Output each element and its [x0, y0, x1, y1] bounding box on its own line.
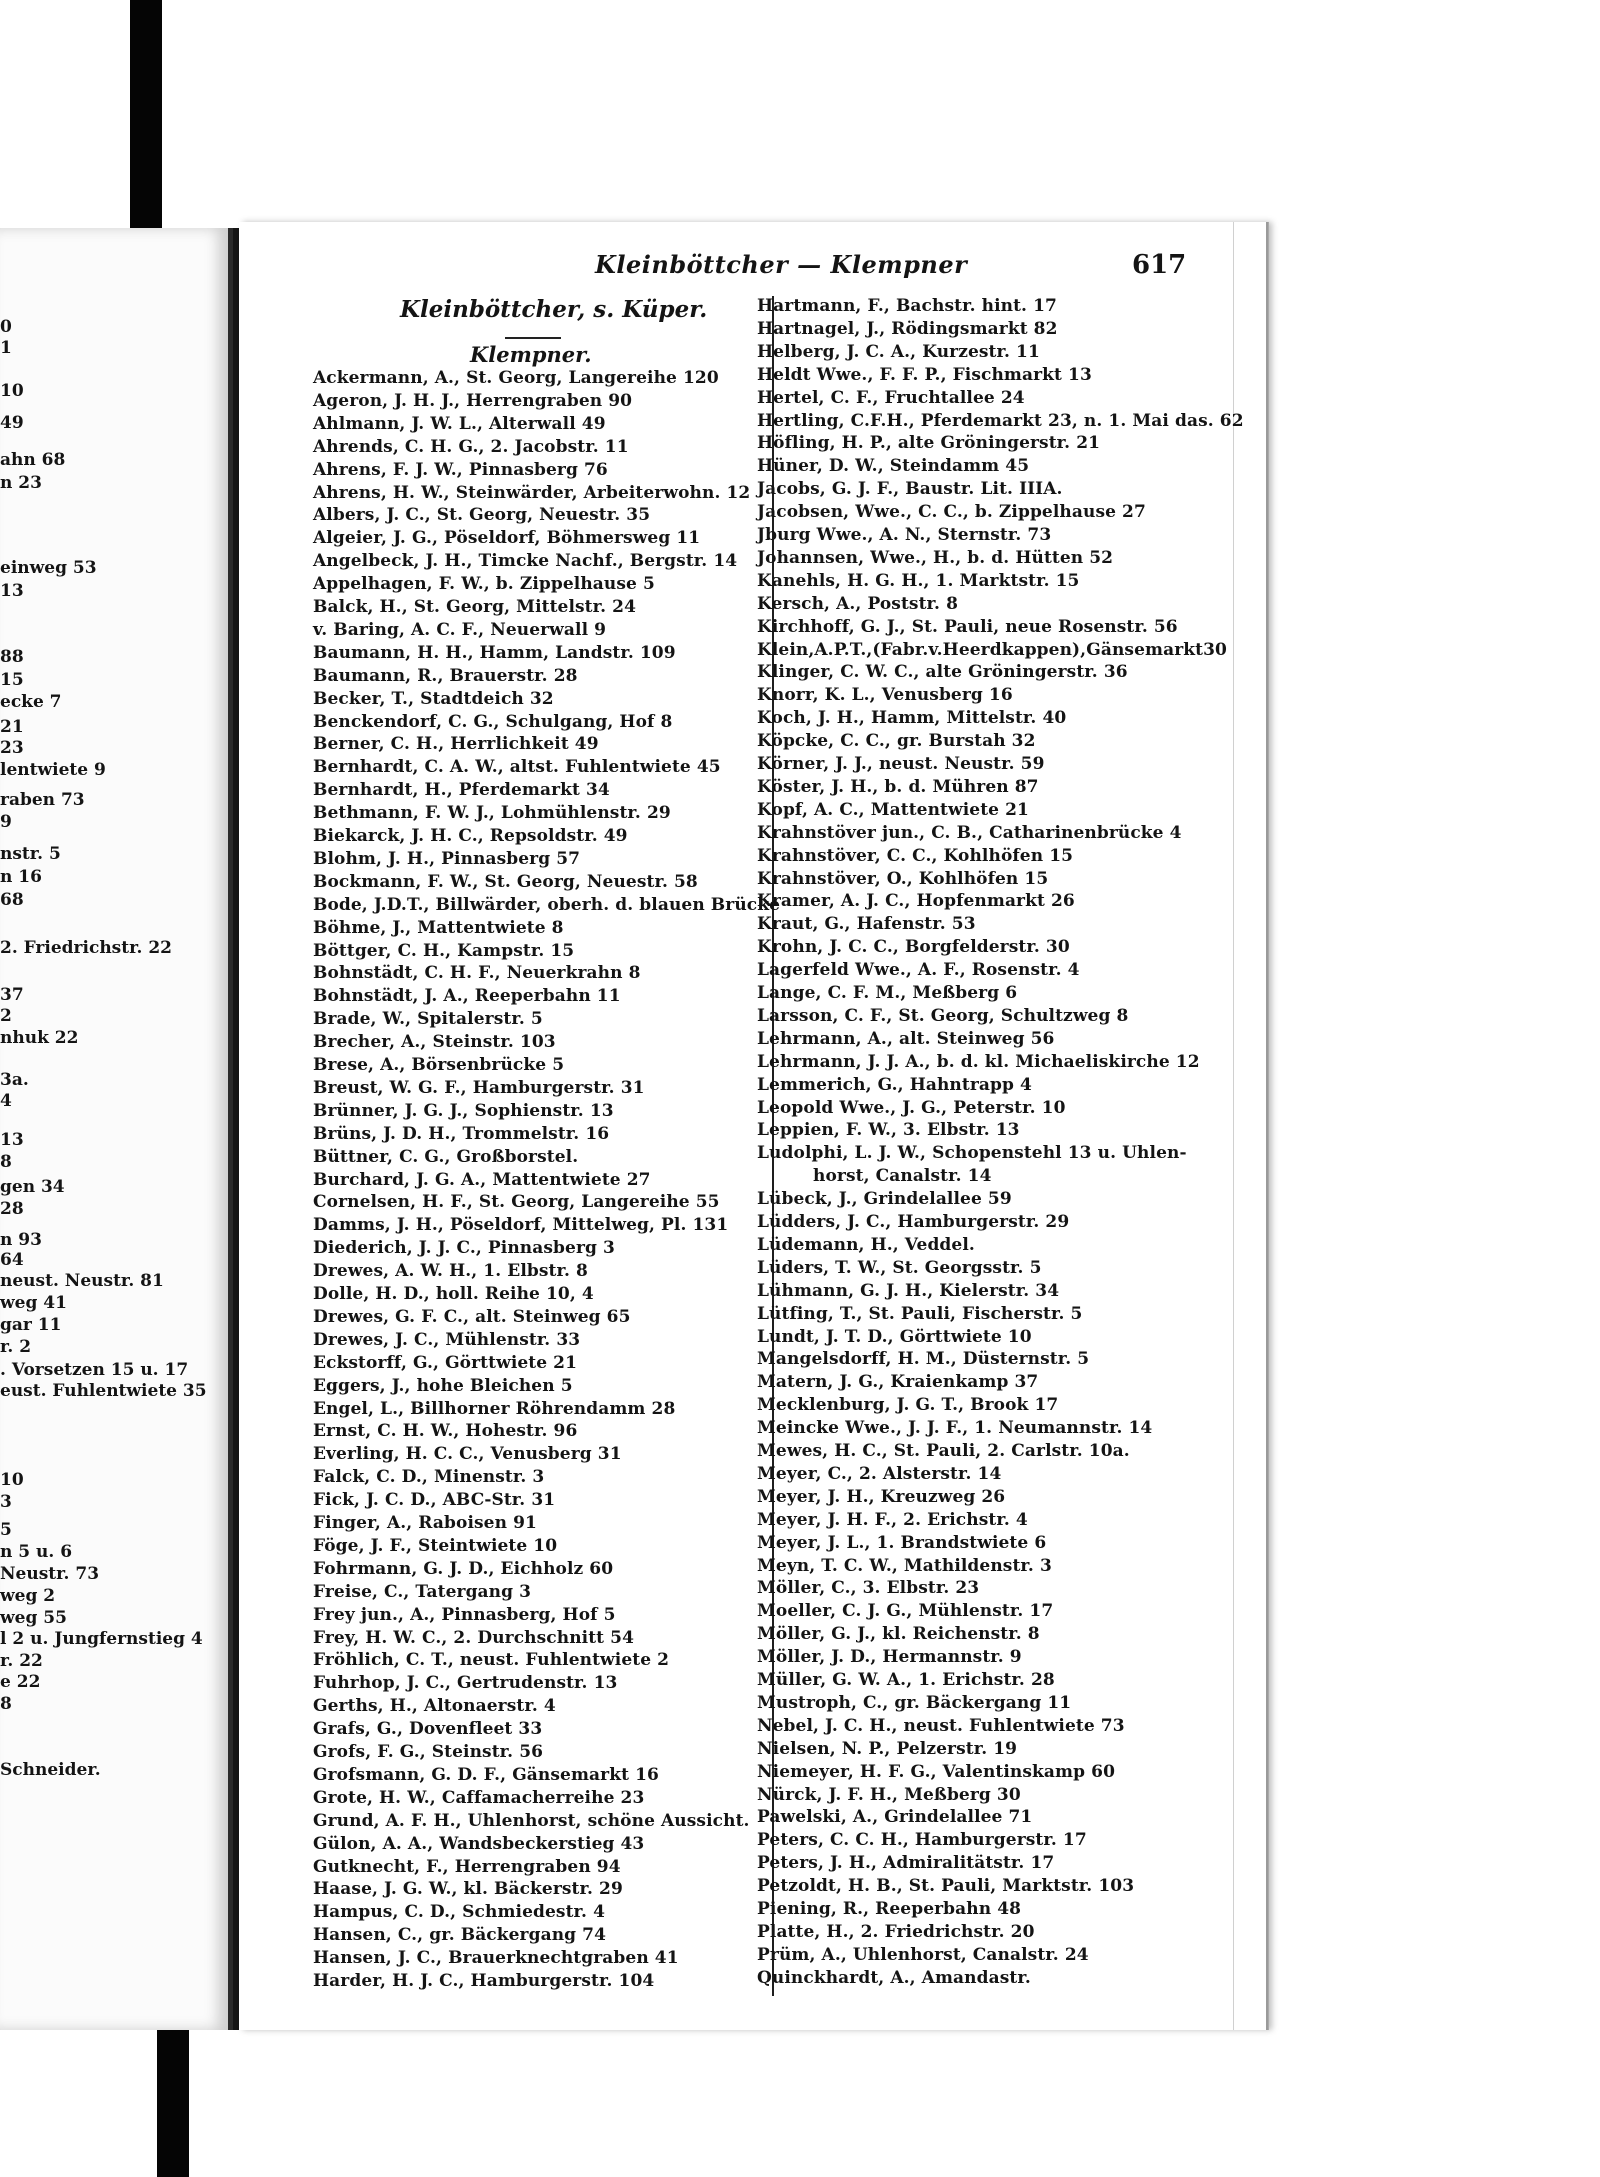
- directory-entry: Hertling, C.F.H., Pferdemarkt 23, n. 1. Mai das. 62: [757, 410, 1244, 431]
- directory-entry: Helberg, J. C. A., Kurzestr. 11: [757, 341, 1040, 362]
- directory-entry: Lundt, J. T. D., Görttwiete 10: [757, 1326, 1032, 1347]
- directory-entry: Dolle, H. D., holl. Reihe 10, 4: [313, 1284, 594, 1304]
- directory-entry: Frey jun., A., Pinnasberg, Hof 5: [313, 1604, 616, 1625]
- previous-page-line: n 93: [0, 1230, 42, 1250]
- section-cross-reference: Kleinböttcher, s. Küper.: [400, 296, 708, 323]
- previous-page-line: . Vorsetzen 15 u. 17: [0, 1360, 189, 1380]
- previous-page-line: ecke 7: [0, 692, 62, 712]
- directory-entry: Kramer, A. J. C., Hopfenmarkt 26: [757, 891, 1075, 912]
- previous-page-line: 8: [0, 1694, 12, 1714]
- directory-entry: Kersch, A., Poststr. 8: [757, 593, 959, 614]
- previous-page-line: 8: [0, 1152, 12, 1172]
- directory-entry: Drewes, G. F. C., alt. Steinweg 65: [313, 1306, 631, 1327]
- directory-entry: Mecklenburg, J. G. T., Brook 17: [757, 1395, 1059, 1416]
- directory-entry: Leppien, F. W., 3. Elbstr. 13: [757, 1120, 1020, 1141]
- page-edge: [1233, 222, 1269, 2030]
- directory-entry: Hansen, C., gr. Bäckergang 74: [313, 1925, 607, 1946]
- directory-entry: Klein,A.P.T.,(Fabr.v.Heerdkappen),Gänsemarkt30: [757, 639, 1227, 660]
- directory-entry: Ahrens, H. W., Steinwärder, Arbeiterwohn. 12: [313, 482, 751, 503]
- directory-entry: Mangelsdorff, H. M., Düsternstr. 5: [757, 1349, 1090, 1370]
- previous-page-line: 88: [0, 647, 24, 667]
- directory-entry: Ernst, C. H. W., Hohestr. 96: [313, 1421, 578, 1442]
- previous-page-line: e 22: [0, 1672, 41, 1692]
- previous-page-line: raben 73: [0, 790, 85, 810]
- directory-entry: Angelbeck, J. H., Timcke Nachf., Bergstr. 14: [313, 551, 738, 572]
- directory-entry: Möller, C., 3. Elbstr. 23: [757, 1578, 980, 1599]
- previous-page-line: weg 55: [0, 1608, 67, 1628]
- section-heading: Klempner.: [470, 342, 592, 367]
- directory-entry: Eckstorff, G., Görttwiete 21: [313, 1352, 578, 1373]
- previous-page-line: 13: [0, 1130, 24, 1150]
- directory-entry: Meyer, J. L., 1. Brandstwiete 6: [757, 1532, 1047, 1553]
- previous-page-line: 4: [0, 1091, 12, 1111]
- directory-entry: Lehrmann, J. J. A., b. d. kl. Michaeliskirche 12: [757, 1051, 1200, 1072]
- directory-entry: Brünner, J. G. J., Sophienstr. 13: [313, 1100, 614, 1121]
- directory-entry: Diederich, J. J. C., Pinnasberg 3: [313, 1238, 615, 1259]
- previous-page-line: 23: [0, 738, 24, 758]
- previous-page-line: 2. Friedrichstr. 22: [0, 938, 172, 958]
- directory-entry: Lühmann, G. J. H., Kielerstr. 34: [757, 1280, 1060, 1301]
- directory-entry: Hampus, C. D., Schmiedestr. 4: [313, 1902, 606, 1923]
- directory-entry: Grafs, G., Dovenfleet 33: [313, 1719, 543, 1740]
- directory-entry: Lemmerich, G., Hahntrapp 4: [757, 1074, 1032, 1095]
- directory-entry: Krahnstöver, O., Kohlhöfen 15: [757, 868, 1049, 889]
- directory-entry: Harder, H. J. C., Hamburgerstr. 104: [313, 1971, 655, 1991]
- previous-page-line: n 16: [0, 867, 42, 887]
- directory-entry: Drewes, A. W. H., 1. Elbstr. 8: [313, 1261, 588, 1282]
- previous-page-line: 49: [0, 413, 24, 433]
- directory-entry: Larsson, C. F., St. Georg, Schultzweg 8: [757, 1005, 1129, 1026]
- previous-page-line: lentwiete 9: [0, 760, 106, 780]
- directory-entry: Benckendorf, C. G., Schulgang, Hof 8: [313, 711, 673, 732]
- directory-entry: Jacobsen, Wwe., C. C., b. Zippelhause 27: [757, 502, 1146, 523]
- directory-entry: Jburg Wwe., A. N., Sternstr. 73: [757, 525, 1052, 545]
- previous-page-line: gen 34: [0, 1177, 65, 1197]
- directory-entry: Brese, A., Börsenbrücke 5: [313, 1055, 565, 1075]
- directory-entry: Ahrens, F. J. W., Pinnasberg 76: [313, 459, 608, 480]
- directory-entry: Gerths, H., Altonaerstr. 4: [313, 1696, 556, 1717]
- directory-entry: Grund, A. F. H., Uhlenhorst, schöne Aussicht.: [313, 1810, 750, 1831]
- previous-page-line: ahn 68: [0, 450, 66, 470]
- previous-page-line: 2: [0, 1006, 12, 1026]
- previous-page-line: n 5 u. 6: [0, 1542, 73, 1562]
- directory-entry: Krahnstöver jun., C. B., Catharinenbrücke 4: [757, 822, 1182, 843]
- directory-entry: Bockmann, F. W., St. Georg, Neuestr. 58: [313, 871, 698, 892]
- directory-entry: Albers, J. C., St. Georg, Neuestr. 35: [313, 505, 651, 526]
- previous-page-line: 10: [0, 1470, 24, 1490]
- directory-entry: Engel, L., Billhorner Röhrendamm 28: [313, 1398, 676, 1419]
- directory-entry: Leopold Wwe., J. G., Peterstr. 10: [757, 1097, 1066, 1118]
- previous-page-line: 37: [0, 985, 24, 1005]
- directory-entry: Meyer, J. H., Kreuzweg 26: [757, 1486, 1006, 1507]
- previous-page-line: 5: [0, 1520, 12, 1540]
- directory-entry: Hüner, D. W., Steindamm 45: [757, 456, 1030, 477]
- directory-entry: Biekarck, J. H. C., Repsoldstr. 49: [313, 826, 628, 846]
- previous-page-line: nstr. 5: [0, 844, 61, 864]
- directory-entry: Balck, H., St. Georg, Mittelstr. 24: [313, 597, 637, 617]
- previous-page-line: eust. Fuhlentwiete 35: [0, 1381, 207, 1401]
- directory-entry: Cornelsen, H. F., St. Georg, Langereihe 55: [313, 1192, 720, 1213]
- directory-entry: Ahlmann, J. W. L., Alterwall 49: [313, 413, 606, 434]
- directory-entry: Meyn, T. C. W., Mathildenstr. 3: [757, 1555, 1052, 1576]
- directory-entry: Lange, C. F. M., Meßberg 6: [757, 983, 1018, 1003]
- previous-page-line: 10: [0, 381, 24, 401]
- directory-entry: Möller, G. J., kl. Reichenstr. 8: [757, 1624, 1040, 1645]
- directory-entry: Kopf, A. C., Mattentwiete 21: [757, 799, 1029, 820]
- directory-entry: Böttger, C. H., Kampstr. 15: [313, 940, 575, 961]
- directory-entry: Johannsen, Wwe., H., b. d. Hütten 52: [757, 547, 1114, 568]
- previous-page-line: Schneider.: [0, 1760, 101, 1780]
- previous-page-line: 15: [0, 670, 24, 690]
- directory-entry: Fohrmann, G. J. D., Eichholz 60: [313, 1558, 614, 1579]
- directory-entry: Köpcke, C. C., gr. Burstah 32: [757, 731, 1036, 752]
- directory-entry: Bernhardt, H., Pferdemarkt 34: [313, 780, 610, 801]
- directory-entry: Knorr, K. L., Venusberg 16: [757, 685, 1013, 706]
- directory-entry: Klinger, C. W. C., alte Gröningerstr. 36: [757, 662, 1128, 683]
- directory-entry: Gutknecht, F., Herrengraben 94: [313, 1856, 621, 1877]
- directory-entry: Krohn, J. C. C., Borgfelderstr. 30: [757, 937, 1070, 958]
- directory-entry: Körner, J. J., neust. Neustr. 59: [757, 754, 1045, 774]
- previous-page-line: 3: [0, 1492, 12, 1512]
- directory-entry: Platte, H., 2. Friedrichstr. 20: [757, 1921, 1035, 1942]
- directory-entry: Appelhagen, F. W., b. Zippelhause 5: [313, 574, 655, 595]
- directory-entry: Mewes, H. C., St. Pauli, 2. Carlstr. 10a.: [757, 1441, 1130, 1461]
- directory-entry: Drewes, J. C., Mühlenstr. 33: [313, 1329, 581, 1350]
- directory-entry: Breust, W. G. F., Hamburgerstr. 31: [313, 1077, 645, 1098]
- directory-entry: Köster, J. H., b. d. Mühren 87: [757, 776, 1039, 797]
- directory-entry: Lüders, T. W., St. Georgsstr. 5: [757, 1257, 1042, 1278]
- previous-page-line: r. 22: [0, 1651, 43, 1671]
- directory-entry: Büttner, C. G., Großborstel.: [313, 1146, 579, 1167]
- previous-page-fragment: [0, 228, 233, 2030]
- directory-entry: Bernhardt, C. A. W., altst. Fuhlentwiete 45: [313, 757, 721, 778]
- directory-entry: Nielsen, N. P., Pelzerstr. 19: [757, 1738, 1018, 1759]
- directory-entry: Lehrmann, A., alt. Steinweg 56: [757, 1028, 1055, 1049]
- directory-entry: Meyer, C., 2. Alsterstr. 14: [757, 1463, 1002, 1484]
- scan-rail-bottom: [157, 2010, 189, 2177]
- directory-entry: Meyer, J. H. F., 2. Erichstr. 4: [757, 1509, 1028, 1530]
- directory-entry: Grote, H. W., Caffamacherreihe 23: [313, 1787, 645, 1808]
- directory-entry: Grofsmann, G. D. F., Gänsemarkt 16: [313, 1764, 659, 1785]
- directory-entry: Pawelski, A., Grindelallee 71: [757, 1807, 1033, 1828]
- scan-rail-top: [130, 0, 162, 240]
- directory-entry: Ludolphi, L. J. W., Schopenstehl 13 u. Uhlen-: [757, 1143, 1187, 1164]
- directory-entry: Matern, J. G., Kraienkamp 37: [757, 1372, 1039, 1393]
- directory-entry: Brecher, A., Steinstr. 103: [313, 1032, 556, 1053]
- directory-entry: Grofs, F. G., Steinstr. 56: [313, 1742, 544, 1762]
- directory-entry: Bohnstädt, C. H. F., Neuerkrahn 8: [313, 963, 641, 984]
- directory-entry: Moeller, C. J. G., Mühlenstr. 17: [757, 1601, 1054, 1622]
- previous-page-line: 1: [0, 338, 12, 358]
- directory-entry: Lagerfeld Wwe., A. F., Rosenstr. 4: [757, 960, 1080, 981]
- directory-entry: Kraut, G., Hafenstr. 53: [757, 914, 976, 935]
- previous-page-line: nhuk 22: [0, 1028, 79, 1048]
- directory-entry: Petzoldt, H. B., St. Pauli, Marktstr. 103: [757, 1876, 1135, 1897]
- directory-entry: Lütfing, T., St. Pauli, Fischerstr. 5: [757, 1303, 1083, 1324]
- directory-entry: Hartnagel, J., Rödingsmarkt 82: [757, 318, 1058, 339]
- directory-entry: Frey, H. W. C., 2. Durchschnitt 54: [313, 1627, 635, 1648]
- directory-entry: Lüdemann, H., Veddel.: [757, 1234, 975, 1255]
- directory-entry: Algeier, J. G., Pöseldorf, Böhmersweg 11: [313, 528, 701, 549]
- directory-entry: horst, Canalstr. 14: [813, 1166, 992, 1187]
- previous-page-line: 28: [0, 1199, 24, 1219]
- directory-entry: Burchard, J. G. A., Mattentwiete 27: [313, 1169, 651, 1190]
- previous-page-line: 64: [0, 1250, 24, 1270]
- directory-entry: Quinckhardt, A., Amandastr.: [757, 1967, 1031, 1988]
- directory-entry: Heldt Wwe., F. F. P., Fischmarkt 13: [757, 364, 1092, 385]
- directory-entry: Everling, H. C. C., Venusberg 31: [313, 1444, 622, 1465]
- directory-entry: Fröhlich, C. T., neust. Fuhlentwiete 2: [313, 1650, 670, 1671]
- directory-entry: Eggers, J., hohe Bleichen 5: [313, 1375, 573, 1396]
- previous-page-line: l 2 u. Jungfernstieg 4: [0, 1629, 203, 1649]
- previous-page-line: weg 41: [0, 1293, 67, 1313]
- page-number: 617: [1132, 250, 1187, 280]
- directory-entry: Lübeck, J., Grindelallee 59: [757, 1189, 1012, 1210]
- previous-page-line: 3a.: [0, 1070, 29, 1090]
- directory-entry: Ackermann, A., St. Georg, Langereihe 120: [313, 368, 719, 388]
- directory-entry: Jacobs, G. J. F., Baustr. Lit. IIIA.: [757, 479, 1063, 500]
- directory-entry: Freise, C., Tatergang 3: [313, 1581, 532, 1602]
- directory-entry: Peters, C. C. H., Hamburgerstr. 17: [757, 1830, 1087, 1851]
- directory-entry: Hertel, C. F., Fruchtallee 24: [757, 387, 1025, 408]
- previous-page-line: 68: [0, 890, 24, 910]
- previous-page-line: r. 2: [0, 1337, 32, 1357]
- previous-page-line: gar 11: [0, 1315, 62, 1335]
- directory-entry: Nebel, J. C. H., neust. Fuhlentwiete 73: [757, 1715, 1125, 1736]
- directory-entry: Ageron, J. H. J., Herrengraben 90: [313, 390, 633, 411]
- directory-entry: Meincke Wwe., J. J. F., 1. Neumannstr. 14: [757, 1418, 1153, 1439]
- previous-page-line: neust. Neustr. 81: [0, 1271, 164, 1291]
- directory-entry: Blohm, J. H., Pinnasberg 57: [313, 848, 581, 869]
- directory-entry: Haase, J. G. W., kl. Bäckerstr. 29: [313, 1879, 623, 1900]
- directory-entry: Koch, J. H., Hamm, Mittelstr. 40: [757, 708, 1067, 729]
- previous-page-line: 0: [0, 317, 12, 337]
- directory-entry: Brade, W., Spitalerstr. 5: [313, 1009, 543, 1030]
- directory-entry: Baumann, H. H., Hamm, Landstr. 109: [313, 642, 676, 663]
- directory-entry: Böhme, J., Mattentwiete 8: [313, 917, 564, 938]
- directory-entry: Mustroph, C., gr. Bäckergang 11: [757, 1692, 1072, 1713]
- heading-rule: [505, 337, 561, 339]
- directory-entry: Falck, C. D., Minenstr. 3: [313, 1467, 545, 1488]
- directory-entry: Lüdders, J. C., Hamburgerstr. 29: [757, 1212, 1070, 1232]
- directory-entry: Fick, J. C. D., ABC-Str. 31: [313, 1490, 556, 1511]
- directory-entry: Niemeyer, H. F. G., Valentinskamp 60: [757, 1761, 1115, 1782]
- running-head: Kleinböttcher — Klempner: [595, 250, 968, 279]
- directory-entry: Möller, J. D., Hermannstr. 9: [757, 1647, 1022, 1668]
- previous-page-line: n 23: [0, 473, 42, 493]
- directory-entry: Bohnstädt, J. A., Reeperbahn 11: [313, 986, 621, 1007]
- directory-entry: Föge, J. F., Steintwiete 10: [313, 1535, 558, 1556]
- directory-entry: v. Baring, A. C. F., Neuerwall 9: [313, 619, 607, 640]
- directory-entry: Damms, J. H., Pöseldorf, Mittelweg, Pl. 131: [313, 1215, 729, 1236]
- directory-entry: Kirchhoff, G. J., St. Pauli, neue Rosenstr. 56: [757, 616, 1178, 637]
- directory-entry: Piening, R., Reeperbahn 48: [757, 1899, 1022, 1919]
- previous-page-line: 9: [0, 812, 12, 832]
- directory-entry: Bethmann, F. W. J., Lohmühlenstr. 29: [313, 803, 671, 824]
- previous-page-line: Neustr. 73: [0, 1564, 100, 1584]
- directory-entry: Gülon, A. A., Wandsbeckerstieg 43: [313, 1833, 645, 1854]
- directory-entry: Hansen, J. C., Brauerknechtgraben 41: [313, 1948, 679, 1969]
- directory-entry: Berner, C. H., Herrlichkeit 49: [313, 734, 599, 755]
- directory-entry: Peters, J. H., Admiralitätstr. 17: [757, 1853, 1055, 1874]
- directory-entry: Finger, A., Raboisen 91: [313, 1513, 537, 1533]
- previous-page-line: 21: [0, 717, 24, 737]
- directory-entry: Müller, G. W. A., 1. Erichstr. 28: [757, 1670, 1055, 1690]
- directory-entry: Becker, T., Stadtdeich 32: [313, 688, 554, 709]
- directory-entry: Fuhrhop, J. C., Gertrudenstr. 13: [313, 1673, 618, 1694]
- previous-page-line: einweg 53: [0, 558, 97, 578]
- directory-entry: Nürck, J. F. H., Meßberg 30: [757, 1784, 1021, 1805]
- previous-page-line: weg 2: [0, 1586, 56, 1606]
- directory-entry: Brüns, J. D. H., Trommelstr. 16: [313, 1123, 610, 1144]
- directory-entry: Prüm, A., Uhlenhorst, Canalstr. 24: [757, 1944, 1089, 1965]
- directory-entry: Höfling, H. P., alte Gröningerstr. 21: [757, 433, 1101, 454]
- directory-entry: Baumann, R., Brauerstr. 28: [313, 665, 578, 686]
- directory-entry: Bode, J.D.T., Billwärder, oberh. d. blauen Brücke: [313, 894, 781, 915]
- directory-entry: Kanehls, H. G. H., 1. Marktstr. 15: [757, 570, 1080, 591]
- directory-entry: Krahnstöver, C. C., Kohlhöfen 15: [757, 845, 1074, 866]
- directory-entry: Hartmann, F., Bachstr. hint. 17: [757, 296, 1057, 316]
- directory-entry: Ahrends, C. H. G., 2. Jacobstr. 11: [313, 436, 629, 457]
- previous-page-line: 13: [0, 581, 24, 601]
